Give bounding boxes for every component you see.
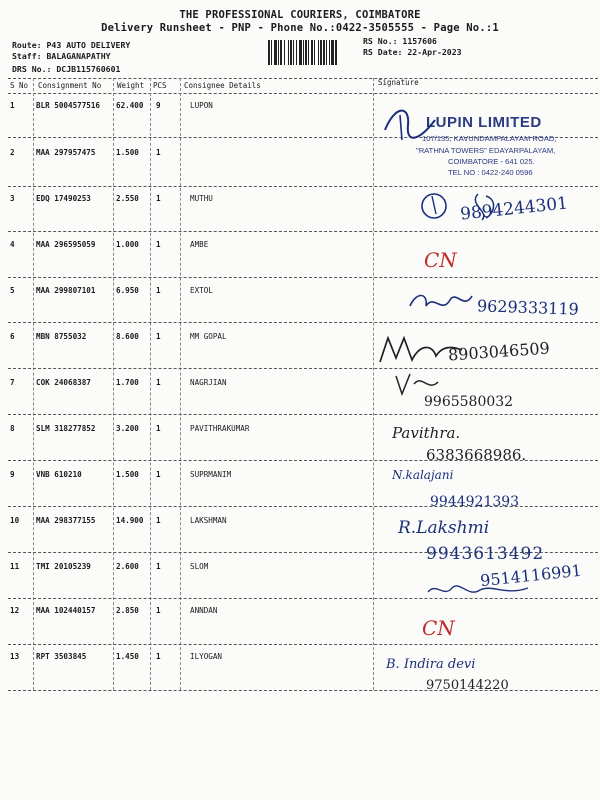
row-divider (8, 231, 598, 232)
row-12-consignee: ANNDAN (190, 606, 218, 615)
row-5-pcs: 1 (156, 286, 161, 295)
stamp-address-1: 107/135, KAVUNDAMPALAYAM ROAD, (422, 134, 557, 143)
row-5-consignment: MAA 299807101 (36, 286, 96, 295)
row-11-pcs: 1 (156, 562, 161, 571)
row-4-consignee: AMBE (190, 240, 209, 249)
company-stamp (414, 112, 592, 182)
row-10-phone-handwriting: 9943613492 (426, 544, 545, 564)
row-10-pcs: 1 (156, 516, 161, 525)
col-consignment: Consignment No (38, 81, 102, 90)
row-8-consignment: SLM 318277852 (36, 424, 96, 433)
col-weight: Weight (117, 81, 145, 90)
stamp-address-2: "RATHNA TOWERS" EDAYARPALAYAM, (416, 146, 556, 155)
row-1-weight: 62.400 (116, 101, 144, 110)
row-12-consignment: MAA 102440157 (36, 606, 96, 615)
row-12-weight: 2.850 (116, 606, 139, 615)
row-4-pcs: 1 (156, 240, 161, 249)
row-9-name-handwriting: N.kalajani (392, 468, 454, 482)
row-11-consignment: TMI 20105239 (36, 562, 91, 571)
row-9-weight: 1.500 (116, 470, 139, 479)
row-8-name-handwriting: Pavithra. (392, 424, 461, 442)
row-3-pcs: 1 (156, 194, 161, 203)
row-1-consignee: LUPON (190, 101, 213, 110)
row-12-pcs: 1 (156, 606, 161, 615)
row-8-phone-handwriting: 6383668986. (426, 446, 527, 464)
row-2-sno: 2 (10, 148, 15, 157)
row-divider (8, 186, 598, 187)
row-10-name-handwriting: R.Lakshmi (398, 518, 490, 538)
row-9-consignment: VNB 610210 (36, 470, 82, 479)
row-2-pcs: 1 (156, 148, 161, 157)
row-5-consignee: EXTOL (190, 286, 213, 295)
row-1-sno: 1 (10, 101, 15, 110)
row-3-weight: 2.550 (116, 194, 139, 203)
row-8-weight: 3.200 (116, 424, 139, 433)
row-7-weight: 1.700 (116, 378, 139, 387)
row-13-phone-handwriting: 9750144220 (426, 678, 509, 693)
row-divider (8, 277, 598, 278)
col-pcs: PCS (153, 81, 167, 90)
row-10-sno: 10 (10, 516, 20, 525)
row-3-phone-handwriting: 9894244301 (459, 193, 569, 225)
row-divider (8, 368, 598, 369)
row-8-pcs: 1 (156, 424, 161, 433)
row-divider (8, 322, 598, 323)
row-7-phone-handwriting: 9965580032 (424, 394, 514, 410)
row-11-phone-handwriting: 9514116991 (479, 560, 583, 591)
rs-number: RS No.: 1157606 (363, 36, 437, 46)
row-4-sno: 4 (10, 240, 15, 249)
row-13-name-handwriting: B. Indira devi (386, 657, 476, 672)
row-3-consignment: EDQ 17490253 (36, 194, 91, 203)
row-divider (8, 644, 598, 645)
row-6-consignee: MM GOPAL (190, 332, 227, 341)
row-5-weight: 6.950 (116, 286, 139, 295)
row-8-consignee: PAVITHRAKUMAR (190, 424, 250, 433)
row-7-pcs: 1 (156, 378, 161, 387)
row-12-cn-mark: CN (422, 616, 455, 640)
row-4-weight: 1.000 (116, 240, 139, 249)
row-13-consignment: RPT 3503845 (36, 652, 87, 661)
row-6-sno: 6 (10, 332, 15, 341)
runsheet-subtitle: Delivery Runsheet - PNP - Phone No.:0422-3505555 - Page No.:1 (101, 22, 499, 34)
row-3-consignee: MUTHU (190, 194, 213, 203)
header-bottom-rule (8, 93, 598, 94)
row-10-consignee: LAKSHMAN (190, 516, 227, 525)
row-divider (8, 690, 598, 691)
row-5-sno: 5 (10, 286, 15, 295)
row-9-consignee: SUPRMANIM (190, 470, 232, 479)
row-divider (8, 414, 598, 415)
row-11-sno: 11 (10, 562, 20, 571)
row-13-pcs: 1 (156, 652, 161, 661)
row-7-consignee: NAGRJIAN (190, 378, 227, 387)
route-label: Route: P43 AUTO DELIVERY (12, 40, 131, 50)
row-10-weight: 14.900 (116, 516, 144, 525)
company-title: THE PROFESSIONAL COURIERS, COIMBATORE (179, 9, 421, 21)
row-13-consignee: ILYOGAN (190, 652, 223, 661)
signature-scribble-row5 (406, 284, 476, 318)
row-2-consignment: MAA 297957475 (36, 148, 96, 157)
signature-scribble-row1 (380, 100, 440, 150)
row-6-phone-handwriting: 8903046509 (447, 338, 551, 365)
barcode-icon (268, 40, 353, 65)
row-12-sno: 12 (10, 606, 20, 615)
row-1-consignment: BLR 5004577516 (36, 101, 101, 110)
row-2-weight: 1.500 (116, 148, 139, 157)
row-9-sno: 9 (10, 470, 15, 479)
row-4-consignment: MAA 296595059 (36, 240, 96, 249)
row-13-weight: 1.450 (116, 652, 139, 661)
rs-date: RS Date: 22-Apr-2023 (363, 47, 462, 57)
header-top-rule (8, 78, 598, 79)
drs-number: DRS No.: DCJB115760601 (12, 64, 121, 74)
staff-label: Staff: BALAGANAPATHY (12, 51, 111, 61)
row-7-sno: 7 (10, 378, 15, 387)
row-1-pcs: 9 (156, 101, 161, 110)
col-sno: S No (10, 81, 29, 90)
stamp-address-4: TEL NO : 0422-240 0596 (448, 168, 533, 177)
row-11-weight: 2.600 (116, 562, 139, 571)
col-signature: Signature (378, 78, 419, 87)
row-13-sno: 13 (10, 652, 20, 661)
row-10-consignment: MAA 298377155 (36, 516, 96, 525)
row-5-phone-handwriting: 9629333119 (476, 296, 580, 319)
row-4-cn-mark: CN (424, 248, 457, 272)
row-3-sno: 3 (10, 194, 15, 203)
row-9-pcs: 1 (156, 470, 161, 479)
row-6-pcs: 1 (156, 332, 161, 341)
stamp-address-3: COIMBATORE - 641 025. (448, 157, 535, 166)
col-consignee: Consignee Details (184, 81, 261, 90)
row-11-consignee: SLOM (190, 562, 209, 571)
stamp-name: LUPIN LIMITED (426, 114, 542, 131)
row-6-consignment: MBN 8755032 (36, 332, 87, 341)
row-8-sno: 8 (10, 424, 15, 433)
row-9-phone-handwriting: 9944921393 (430, 494, 520, 510)
signature-scribble-row11 (424, 578, 534, 602)
row-6-weight: 8.600 (116, 332, 139, 341)
row-7-consignment: COK 24068387 (36, 378, 91, 387)
